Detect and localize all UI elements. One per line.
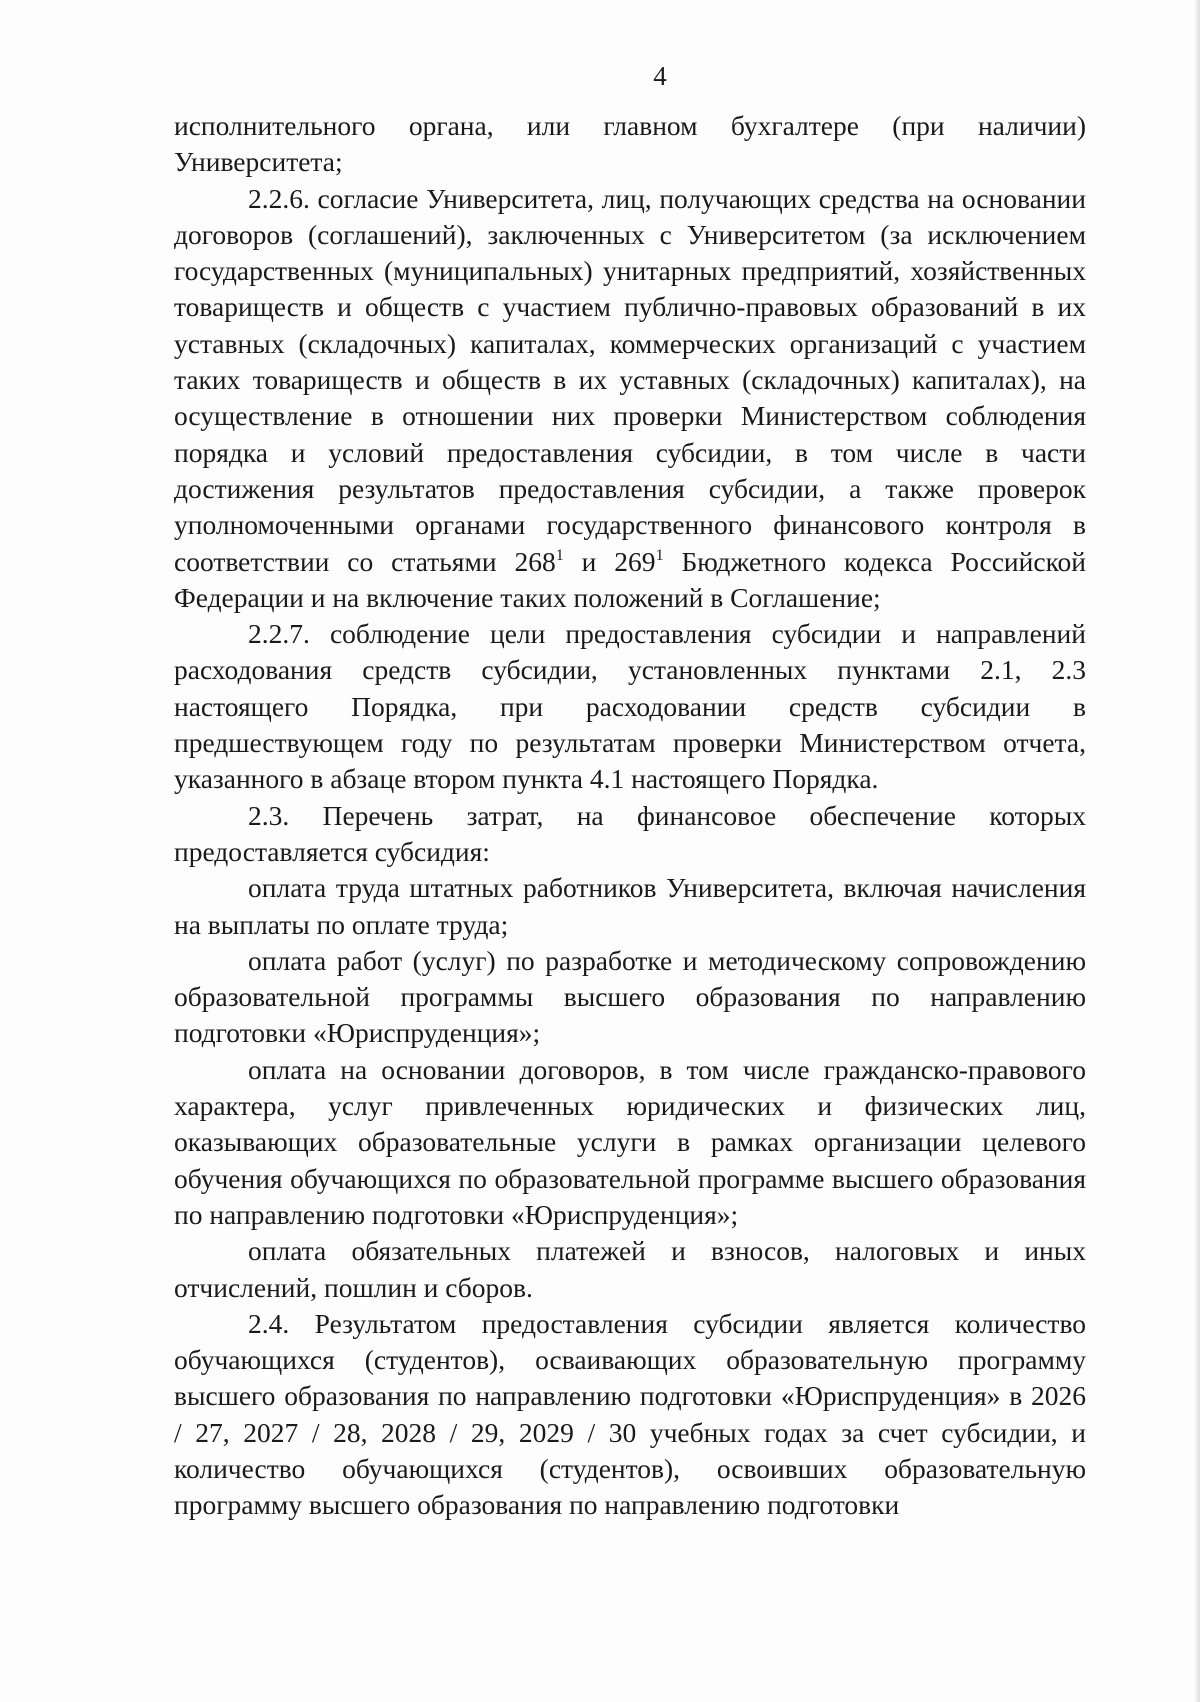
page-number: 4 <box>653 61 667 91</box>
paragraph-text: 2.2.6. согласие Университета, лиц, получающих средства на основании договоров (соглашений), заключенных с Университетом (за исключением государственных (муниципальных) унитарных предприятий, хозяйственных товариществ и обществ с участием публично-правовых образований в их уставных (складочных) капиталах, коммерческих организаций с участием таких товариществ и обществ в их уставных (складочных) капиталах), на осуществление в отношении них проверки Министерством соблюдения порядка и условий предоставления субсидии, в том числе в части достижения результатов предоставления субсидии, а также проверок уполномоченными органами государственного финансового контроля в соответствии со статьями 268 <box>174 182 1086 577</box>
paragraph-2-4: 2.4. Результатом предоставления субсидии является количество обучающихся (студентов), осваивающих образовательную программу высшего образования по направлению подготовки «Юриспруденция» в 2026 / 27, 2027 / 28, 2028 / 29, 2029 / 30 учебных годах за счет субсидии, и количество обучающихся (студентов), освоивших образовательную программу высшего образования по направлению подготовки <box>174 1307 1086 1521</box>
paragraph-2-2-7: 2.2.7. соблюдение цели предоставления субсидии и направлений расходования средств субсидии, установленных пунктами 2.1, 2.3 настоящего Порядка, при расходовании средств субсидии в предшествующем году по результатам проверки Министерством отчета, указанного в абзаце втором пункта 4.1 настоящего Порядка. <box>174 618 1086 795</box>
paragraph-cost-item-2: оплата работ (услуг) по разработке и методическому сопровождению образовательной программы высшего образования по направлению подготовки «Юриспруденция»; <box>174 944 1086 1049</box>
paragraph-2-3: 2.3. Перечень затрат, на финансовое обеспечение которых предоставляется субсидия: <box>174 799 1086 867</box>
paragraph-cost-item-3: оплата на основании договоров, в том числе гражданско-правового характера, услуг привлеченных юридических и физических лиц, оказывающих образовательные услуги в рамках организации целевого обучения обучающихся по образовательной программе высшего образования по направлению подготовки «Юриспруденция»; <box>174 1053 1086 1230</box>
superscript: 1 <box>555 546 564 564</box>
scan-edge-shadow <box>1194 0 1200 1702</box>
document-body <box>174 108 1086 1524</box>
paragraph-cost-item-4: оплата обязательных платежей и взносов, налоговых и иных отчислений, пошлин и сборов. <box>174 1235 1086 1303</box>
paragraph-2-2-6 <box>174 181 1086 617</box>
paragraph-text: и 269 <box>581 545 656 577</box>
paragraph-continuation: исполнительного органа, или главном бухгалтере (при наличии) Университета; <box>174 110 1086 178</box>
paragraph-cost-item-1: оплата труда штатных работников Университета, включая начисления на выплаты по оплате труда; <box>174 872 1086 940</box>
paragraph-text: Бюджетного кодекса Российской Федерации и на включение таких положений в Соглашение; <box>174 545 1086 613</box>
superscript: 1 <box>655 546 664 564</box>
